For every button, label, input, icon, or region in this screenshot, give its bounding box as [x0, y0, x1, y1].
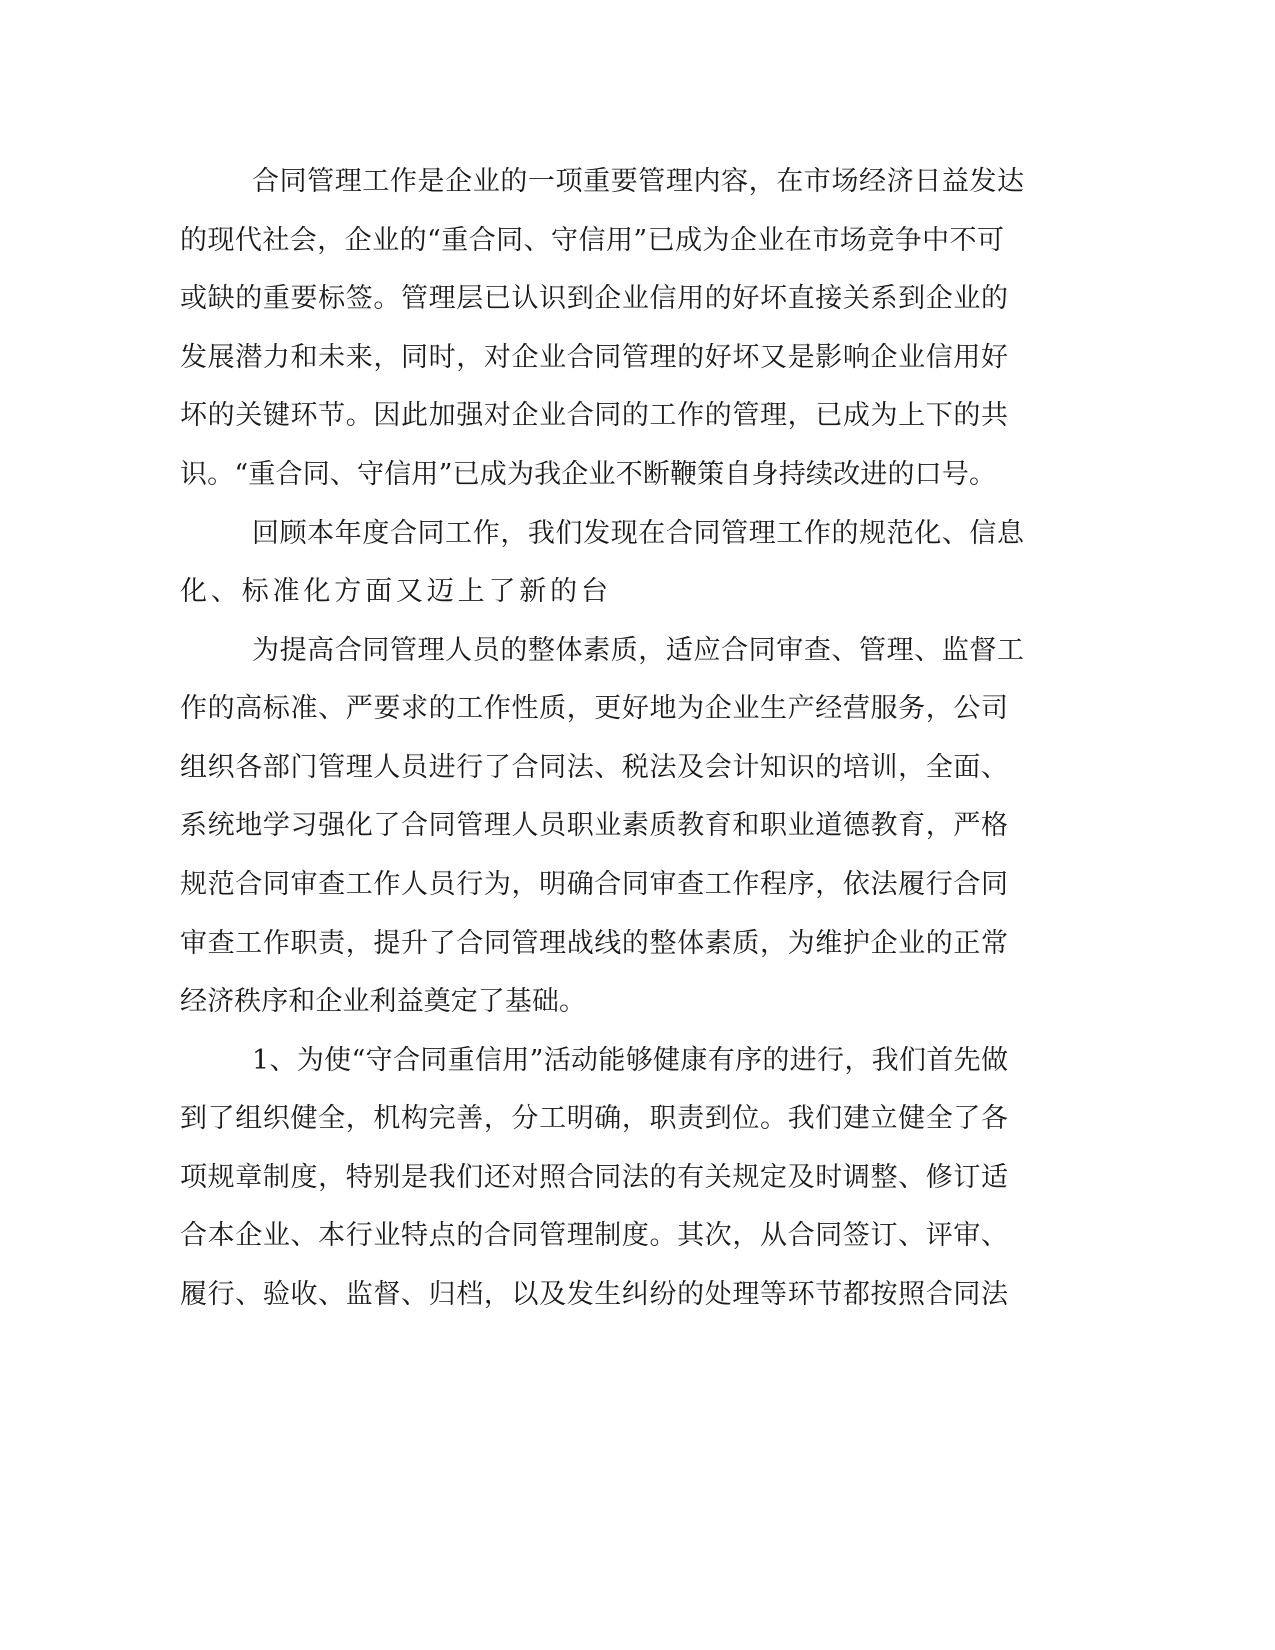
- paragraph-2-line-1: [0, 514, 1275, 554]
- paragraph-3-line-3: [0, 748, 1275, 788]
- paragraph-4-line-5: [0, 1275, 1275, 1315]
- paragraph-3-line-7: [0, 982, 1275, 1022]
- text-line: 项规章制度，特别是我们还对照合同法的有关规定及时调整、修订适: [180, 1162, 1008, 1193]
- paragraph-3-line-5: [0, 865, 1275, 905]
- paragraph-4-line-4: [0, 1216, 1275, 1256]
- text-line: 回顾本年度合同工作，我们发现在合同管理工作的规范化、信息: [252, 518, 1024, 549]
- text-line: 或缺的重要标签。管理层已认识到企业信用的好坏直接关系到企业的: [180, 283, 1008, 314]
- paragraph-1-line-5: [0, 396, 1275, 436]
- text-line: 审查工作职责，提升了合同管理战线的整体素质，为维护企业的正常: [180, 928, 1008, 959]
- text-line: 规范合同审查工作人员行为，明确合同审查工作程序，依法履行合同: [180, 869, 1008, 900]
- paragraph-4-line-3: [0, 1158, 1275, 1198]
- text-line: 履行、验收、监督、归档，以及发生纠纷的处理等环节都按照合同法: [180, 1279, 1008, 1310]
- text-line: 1、为使“守合同重信用”活动能够健康有序的进行，我们首先做: [252, 1045, 1008, 1076]
- paragraph-4-line-1: [0, 1041, 1275, 1081]
- text-line: 识。“重合同、守信用”已成为我企业不断鞭策自身持续改进的口号。: [180, 459, 996, 490]
- paragraph-3-line-1: [0, 631, 1275, 671]
- text-line: 发展潜力和未来，同时，对企业合同管理的好坏又是影响企业信用好: [180, 342, 1008, 373]
- paragraph-1-line-2: [0, 221, 1275, 261]
- text-line: 作的高标准、严要求的工作性质，更好地为企业生产经营服务，公司: [180, 693, 1008, 724]
- text-line: 经济秩序和企业利益奠定了基础。: [180, 986, 586, 1017]
- text-line: 组织各部门管理人员进行了合同法、税法及会计知识的培训，全面、: [180, 752, 1008, 783]
- paragraph-1-line-6: [0, 455, 1275, 495]
- text-line: 合同管理工作是企业的一项重要管理内容，在市场经济日益发达: [252, 166, 1024, 197]
- paragraph-3-line-6: [0, 924, 1275, 964]
- text-line: 坏的关键环节。因此加强对企业合同的工作的管理，已成为上下的共: [180, 400, 1008, 431]
- text-line: 系统地学习强化了合同管理人员职业素质教育和职业道德教育，严格: [180, 810, 1008, 841]
- paragraph-1-line-4: [0, 338, 1275, 378]
- paragraph-3-line-2: [0, 689, 1275, 729]
- text-line: 合本企业、本行业特点的合同管理制度。其次，从合同签订、评审、: [180, 1220, 1008, 1251]
- paragraph-1-line-3: [0, 279, 1275, 319]
- paragraph-1-line-1: [0, 162, 1275, 202]
- text-line: 到了组织健全，机构完善，分工明确，职责到位。我们建立健全了各: [180, 1103, 1008, 1134]
- paragraph-3-line-4: [0, 806, 1275, 846]
- text-line: 为提高合同管理人员的整体素质，适应合同审查、管理、监督工: [252, 635, 1024, 666]
- paragraph-4-line-2: [0, 1099, 1275, 1139]
- text-line: 的现代社会，企业的“重合同、守信用”已成为企业在市场竞争中不可: [180, 225, 1004, 256]
- text-line: 化、标准化方面又迈上了新的台: [180, 576, 608, 607]
- paragraph-2-line-2: [0, 572, 1275, 612]
